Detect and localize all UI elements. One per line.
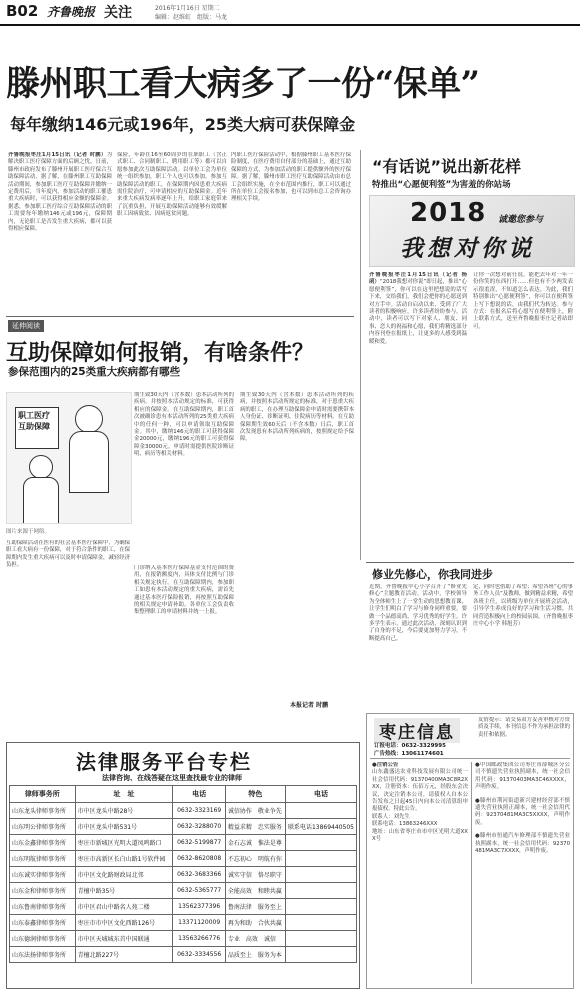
- lead-subhead: 每年缴纳146元或196年，25类大病可获保障金: [10, 115, 356, 134]
- reimburse-rule: [6, 316, 354, 317]
- notice-heading: ●注销公告: [372, 762, 399, 768]
- firm-slogan: 精益求精 忠实服务: [225, 819, 285, 835]
- firm-name: 山东金鑫律师事务所: [10, 835, 76, 851]
- table-row: [10, 931, 357, 947]
- illustration-board: 职工医疗互助保障: [15, 407, 59, 449]
- classified-title: 枣庄信息: [374, 718, 460, 743]
- firm-address: 枣庄市市中区文化西路126号: [75, 915, 173, 931]
- firm-extra: 联系电话13869440505: [285, 819, 356, 835]
- sidebar-text-1: “2018我想对你说”即日起，推出“心愿便利签”，你可以在这里把想说的话写下来，交给我们，我们会把你的心愿送到对方手中。活动自启动以来，受到了广大读者的积极响应，许多读者纷纷参与。活动中，读者可以写下对家人、朋友、同事、恋人的祝福和心愿，我们将精选部分内容刊登在报纸上，让更多的人感受到温暖和爱。: [369, 279, 467, 345]
- classified-divider: [471, 762, 472, 984]
- sidebar-subtitle: 特推出“心愿便利签”为害羞的你站场: [372, 180, 511, 190]
- firm-phone: 0632-3288070: [173, 819, 225, 835]
- firm-address: 市中区君山中路名人苑二楼: [75, 899, 173, 915]
- firm-name: 山东法扬律师事务所: [10, 947, 76, 963]
- sidebar-col-2: 让你一次想对前任说，能把去年对一年一份你笑的东西打开……但也有不少两发表示很羞涩，不知道怎么表达。为此，我们特别推出“心愿便利签”，你可以在便利签上写下想说的话，由我们代为转达。参与方式：在报名后将心愿写在便利签上，附上联系方式，送至齐鲁晚报枣庄记者站即可。: [473, 272, 573, 330]
- firm-address: 枣庄市新城区光明大道凤鸣路口: [75, 835, 173, 851]
- firm-phone: 0632-8620808: [173, 851, 225, 867]
- firm-slogan: 再为和助 合伙共赢: [225, 915, 285, 931]
- issue-date: 2016年1月16日 星期二: [155, 5, 220, 12]
- firm-extra: [285, 835, 356, 851]
- notice-address: 地址：山东省枣庄市市中区光明大道XXX号: [372, 828, 468, 843]
- header-rule: [0, 24, 580, 26]
- lead-dateline: 齐鲁晚报枣庄1月15日讯（记者 时鹏）: [8, 152, 107, 158]
- firm-address: 青檀北路227号: [75, 947, 173, 963]
- firm-name: 山东金和律师事务所: [10, 883, 76, 899]
- firm-phone: 13562377396: [173, 899, 225, 915]
- forum-title: 修业先修心，你我同进步: [372, 568, 493, 581]
- forum-col-2: 定，同时也借助了希望；希望各班“心的事务工作人员”及教师，做到精益求精，希望各班主任，以班级为单位开展班会活动，引导学生养成良好的学习和生活习惯，共同营造积极向上的校园氛围。（齐鲁晚报枣庄中心小学 韩旭芳）: [473, 584, 573, 628]
- hotline-label: 订报电话：: [374, 743, 402, 749]
- reimburse-kicker: 延伸阅读: [8, 320, 44, 332]
- firm-extra: [285, 899, 356, 915]
- col-header-phone: 电话: [173, 786, 225, 803]
- forum-rule: [366, 562, 574, 563]
- firm-slogan: 不忘初心 明航有你: [225, 851, 285, 867]
- sidebar-col-1: [369, 272, 467, 557]
- col-header-extra: 电话: [285, 786, 356, 803]
- lost-notice-1: ●中国邮政集团公司枣庄市薛城区分公司不慎遗失营业执照副本，统一社会信用代码：91370403MA3C46XXXX，声明作废。: [475, 762, 570, 791]
- classified-notice: 友情提示：请交易双方妥善审核对方资质及手续，本刊信息不作为承担法律的责任和依据。: [478, 717, 570, 738]
- lead-headline: 滕州职工看大病多了一份“保单”: [6, 64, 480, 104]
- classified-rule: [370, 758, 570, 759]
- firm-extra: [285, 931, 356, 947]
- firm-address: 枣庄市高新区长白山路1号软件园: [75, 851, 173, 867]
- law-title: 法律服务平台专栏: [76, 750, 252, 774]
- subscribe-hotline: [374, 741, 446, 749]
- firm-phone: 13371120009: [173, 915, 225, 931]
- sidebar-divider: [360, 150, 361, 560]
- reimburse-subtitle: 参保范围内的25类重大疾病都有哪些: [8, 366, 181, 378]
- firm-address: 市中区龙头中路531号: [75, 819, 173, 835]
- firm-name: 山东龙头律师事务所: [10, 803, 76, 819]
- sidebar-title: “有话说”说出新花样: [372, 157, 522, 176]
- firm-name: 山东德润律师事务所: [10, 931, 76, 947]
- table-row: [10, 835, 357, 851]
- reimburse-col-3: 门诊纳入基本医疗保障基金支付范围的费用，在报销额度内，具体支付比例与门诊相关规定执行。在互助保障期内，参加职工如患有本活动规定的重大疾病，需首先通过基本医疗保险报销，再按照互助保障的相关规定申请补助。各单位工会负责收集整理职工的申请材料并统一上报。: [134, 565, 234, 616]
- table-row: [10, 883, 357, 899]
- firm-phone: 0632-5365777: [173, 883, 225, 899]
- firm-address: 青檀中路35号: [75, 883, 173, 899]
- law-table: [9, 785, 357, 963]
- reimburse-col-4: 期生致30天内（含本数）患本活动所列的疾病，并按照本活动所规定的标准，对于患重大疾病的职工，在办理互助保障金申请时需要携带本人身份证、诊断证明、住院病历等材料。在互助保障期生效60天后（不含本数）日后，职工首次发现患有本活动所列疾病的，按照规定给予保障。: [240, 392, 354, 443]
- law-subtitle: 法律咨询、在线答疑在这里查找最专业的律师: [102, 774, 242, 782]
- firm-phone: 13563266776: [173, 931, 225, 947]
- reimburse-col-2: 期生致30天内（含本数）患本活动所列的疾病，并按照本活动规定的标准，可获得相应的保障金。在互助保障期内，职工首次被确诊患有本活动所列的25类重大疾病中的任何一种，可以申请领取互助保障金。其中，缴纳146元的职工可获得保障金20000元，缴纳196元的职工可获得保障金30000元。申请时需提供医院诊断证明、病历等相关材料。: [134, 392, 234, 458]
- lead-text-1: 为解决职工医疗保障方面的后顾之忧，日前，滕州市政府发布了滕州开展职工医疗保合互助保障活动，据了解，在滕州职工互助保障活动期间，参加职工医疗互助保障并缴纳一定费用后，当年度内，参加活动的职工罹患重大疾病时，可以获得相应金额的保障金。据悉，参加职工医疗综合互助保障活动的职工需要每年缴纳146元或196元，保障期内，无论职工是否发生重大疾病，都可以获得相应保障。: [8, 152, 112, 233]
- year-2018: 2018: [410, 198, 487, 228]
- ad-hotline-label: 广告热线：: [374, 751, 402, 757]
- firm-extra: [285, 883, 356, 899]
- law-header-row: [10, 786, 357, 803]
- reimburse-title: 互助保障如何报销，有啥条件？: [6, 340, 315, 366]
- hotline-number: 0632-3329995: [401, 743, 446, 749]
- table-row: [10, 819, 357, 835]
- notice-contact: 联系人：刘先生: [372, 813, 410, 820]
- table-row: [10, 851, 357, 867]
- firm-slogan: 鲁南法律 服务至上: [225, 899, 285, 915]
- firm-slogan: 全能高效 和睦共赢: [225, 883, 285, 899]
- classified-left: [372, 762, 468, 984]
- table-row: [10, 899, 357, 915]
- table-row: [10, 947, 357, 963]
- image-slogan: 我想对你说: [400, 235, 535, 262]
- firm-extra: [285, 851, 356, 867]
- sidebar-dateline: 齐鲁晚报枣庄1月15日讯（记者 杨函）: [369, 272, 467, 286]
- firm-name: 山东明公律师事务所: [10, 819, 76, 835]
- firm-extra: [285, 867, 356, 883]
- firm-address: 市中区文化路财政局北邻: [75, 867, 173, 883]
- lost-notice-3: ●滕州市恒通汽车修理部不慎遗失营业执照副本，统一社会信用代码：92370481MA3C7XXXX，声明作废。: [475, 833, 570, 855]
- forum-col-1: 近期，齐鲁晚报中心小学召开了“修业先修心”主题教育活动。活动中，学校领导为全体师生上了一堂生动的思想教育课，让学生们明白了学习与修身同样重要，要做一个品德高尚、学习优秀的好学生。许多学生表示，通过此次活动，深刻认识到了自身的不足，今后要更加努力学习，不断提高自己。: [369, 584, 467, 642]
- col-header-slogan: 特色: [225, 786, 285, 803]
- col-header-firm: 律师事务所: [10, 786, 76, 803]
- firm-phone: 0632-3323169: [173, 803, 225, 819]
- lead-col-2: 保险，年龄在16至60周岁的在职职工（含正式职工、合同制职工、聘用职工等）都可以自愿参加此次互助保障活动。以单位工会为单位统一组织参加，职工个人也可以参加。参加互助保障活动的职工，在保障期内因患重大疾病需住院治疗，可申请相应的互助保障金。近年来重大疾病发病率逐年上升，给职工家庭带来了沉重负担，开展互助保障活动能够有效缓解职工因病致贫、因病返贫问题。: [117, 152, 227, 218]
- table-row: [10, 915, 357, 931]
- firm-name: 山东明航律师事务所: [10, 851, 76, 867]
- editors: 编辑：赵维虹 组版：马龙: [155, 14, 228, 21]
- table-row: [10, 803, 357, 819]
- firm-name: 山东泰鑫律师事务所: [10, 915, 76, 931]
- firm-extra: [285, 803, 356, 819]
- doctor-body: [69, 431, 109, 493]
- firm-phone: 0632-3334556: [173, 947, 225, 963]
- masthead: 齐鲁晚报: [47, 5, 96, 19]
- col-header-address: 址 址: [75, 786, 173, 803]
- reimburse-col-1: 互助保障活动在医有的社会基本医疗保障中，为确保职工看大病有一份保障，对于符合条件的职工，在保障期内发生重大疾病可以及时申请保障金，减轻经济负担。: [6, 540, 130, 569]
- illustration: [6, 392, 132, 524]
- sidebar-image: [369, 195, 575, 267]
- reimburse-byline: 本报记者 时鹏: [290, 702, 329, 709]
- lost-notice-2: ●滕州市荆河街道新兴建材经营部不慎遗失营业执照正副本，统一社会信用代码：92370481MA3C5XXXX，声明作废。: [475, 797, 570, 826]
- firm-phone: 0632-5199877: [173, 835, 225, 851]
- section-name: 关注: [104, 5, 132, 21]
- firm-phone: 0632-3683366: [173, 867, 225, 883]
- classified-right: [475, 762, 570, 984]
- firm-slogan: 专业 高效 诚信: [225, 931, 285, 947]
- notice-body: 山东鑫盛达农业科技发展有限公司统一社会信用代码：91370400MA3C8R2XXX，注册资本：伍佰万元，经股东会决议，决定注销本公司，请债权人自本公告发布之日起45日内向本公司清算组申报债权。特此公告。: [372, 769, 468, 813]
- firm-address: 市中区龙头中路28号: [75, 803, 173, 819]
- firm-address: 市中区天城城东首中国联通: [75, 931, 173, 947]
- firm-slogan: 诚信协作 敬业争先: [225, 803, 285, 819]
- firm-name: 山东诚实律师事务所: [10, 867, 76, 883]
- firm-extra: [285, 915, 356, 931]
- firm-extra: [285, 947, 356, 963]
- lead-col-3: 内职工医疗保险活动中，根据滕州职工基本医疗保险制度，在医疗费用自付部分的基础上，通过互助保障的方式，为参加活动的职工提供额外的医疗保障。据了解，滕州市职工医疗互助保障活动由市总工会组织实施，在全市范围内推行，职工可以通过所在单位工会报名参加，也可以到市总工会咨询办理相关手续。: [231, 152, 351, 203]
- ad-hotline-number: 13061174601: [401, 751, 444, 757]
- firm-name: 山东鲁南律师事务所: [10, 899, 76, 915]
- firm-slogan: 品质至上 服务为本: [225, 947, 285, 963]
- table-row: [10, 867, 357, 883]
- doctor-figure: [75, 405, 103, 433]
- patient-body: [23, 477, 59, 524]
- firm-slogan: 诚实守信 恪尽职守: [225, 867, 285, 883]
- ad-hotline: [374, 749, 444, 757]
- notice-phone: 联系电话：13863246XXX: [372, 821, 438, 828]
- firm-slogan: 金石志诚 惟法是尊: [225, 835, 285, 851]
- page-number: B02: [6, 2, 39, 20]
- corner-slogan: 诚邀您参与: [498, 215, 544, 225]
- lead-col-1: [8, 152, 112, 282]
- patient-figure: [29, 455, 53, 479]
- illustration-caption: 图片来源于网络。: [6, 529, 51, 535]
